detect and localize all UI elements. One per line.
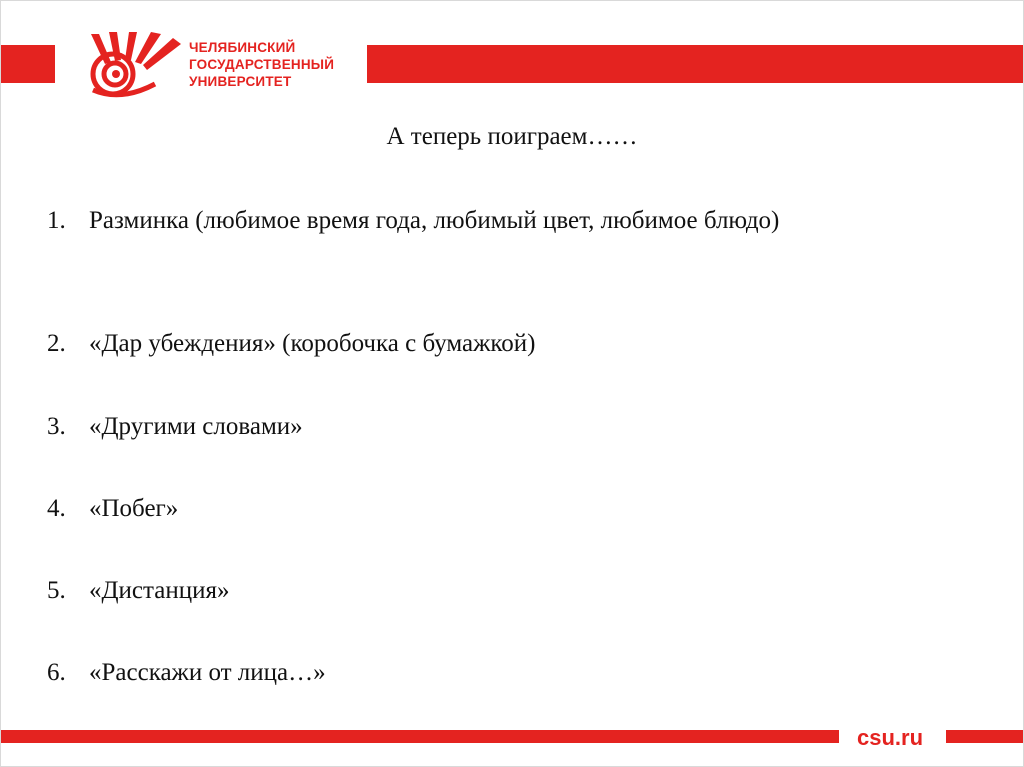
list-item-text: «Дистанция»: [89, 577, 230, 604]
header-stripe-right: [367, 45, 1023, 83]
list-item-number: 2.: [47, 330, 66, 357]
university-name-line-2: ГОСУДАРСТВЕННЫЙ: [189, 57, 335, 72]
footer-stripe-left: [1, 730, 839, 743]
list-item-text: «Другими словами»: [89, 413, 303, 440]
list-item-text: «Дар убеждения» (коробочка с бумажкой): [89, 330, 536, 357]
list-item-number: 3.: [47, 413, 66, 440]
university-name-line-1: ЧЕЛЯБИНСКИЙ: [189, 40, 296, 55]
list-item-number: 4.: [47, 495, 66, 522]
list-item-number: 6.: [47, 659, 66, 686]
footer-stripe-right: [946, 730, 1023, 743]
header-stripe-left: [1, 45, 55, 83]
university-name-line-3: УНИВЕРСИТЕТ: [189, 74, 292, 89]
list-item-text: «Побег»: [89, 495, 179, 522]
list-item-number: 5.: [47, 577, 66, 604]
list-item-text: Разминка (любимое время года, любимый цвет, любимое блюдо): [89, 207, 780, 234]
university-logo-icon: [81, 32, 185, 98]
list-item-text: «Расскажи от лица…»: [89, 659, 326, 686]
university-name: [189, 39, 334, 90]
footer-site: csu.ru: [857, 725, 924, 750]
list-item-number: 1.: [47, 207, 66, 234]
slide-title: А теперь поиграем……: [386, 123, 638, 150]
